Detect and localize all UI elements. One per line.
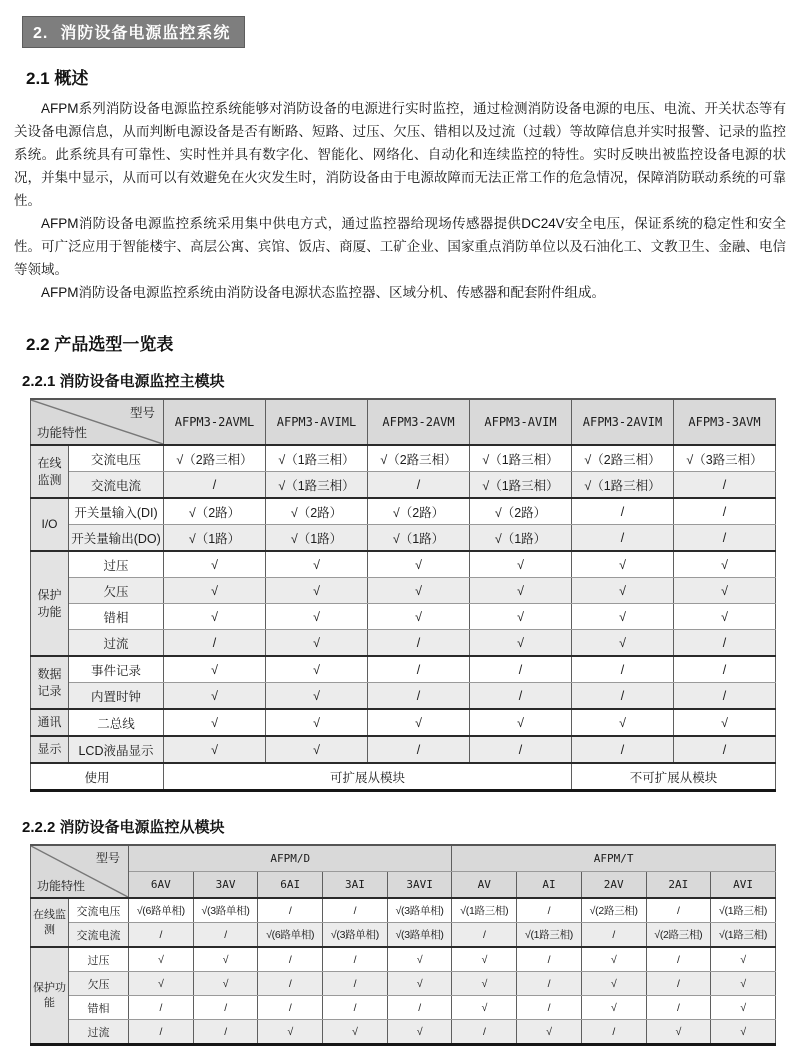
group-cell: I/O (31, 498, 69, 551)
table-row (31, 1020, 776, 1045)
usage-label: 使用 (31, 763, 164, 791)
value-cell: √（1路） (368, 525, 470, 552)
value-cell: √ (164, 736, 266, 763)
group-cell: 通讯 (31, 709, 69, 736)
table-row (31, 709, 776, 736)
model-header: AFPM3-AVIM (470, 399, 572, 445)
value-cell: √（2路） (368, 498, 470, 525)
value-cell: √(3路单相) (387, 898, 452, 923)
model-header: AFPM3-AVIML (266, 399, 368, 445)
value-cell: √ (452, 996, 517, 1020)
model-header: AFPM3-3AVM (674, 399, 776, 445)
value-cell: √ (572, 709, 674, 736)
value-cell: √ (387, 1020, 452, 1045)
feature-cell: 欠压 (69, 972, 129, 996)
table-row (31, 630, 776, 657)
group-cell: 显示 (31, 736, 69, 763)
value-cell: / (193, 1020, 258, 1045)
overview-heading: 2.1 概述 (26, 69, 89, 88)
model-header-row (31, 872, 776, 899)
value-cell: √ (470, 578, 572, 604)
value-cell: √（1路） (266, 525, 368, 552)
value-cell: √ (581, 996, 646, 1020)
value-cell: √ (711, 996, 776, 1020)
feature-cell: 交流电流 (69, 923, 129, 948)
value-cell: √（1路三相） (470, 445, 572, 472)
value-cell: √(2路三相) (646, 923, 711, 948)
feature-cell: 二总线 (69, 709, 164, 736)
model-header: AFPM3-2AVML (164, 399, 266, 445)
value-cell: √（1路三相） (470, 472, 572, 499)
value-cell: √ (581, 972, 646, 996)
table-row (31, 551, 776, 578)
value-cell: / (470, 683, 572, 710)
value-cell: √ (266, 604, 368, 630)
model-header: 3AV (193, 872, 258, 899)
feature-cell: 开关量输入(DI) (69, 498, 164, 525)
value-cell: / (674, 683, 776, 710)
model-header: AFPM3-2AVIM (572, 399, 674, 445)
value-cell: / (164, 630, 266, 657)
series-header-row (31, 845, 776, 872)
value-cell: / (368, 656, 470, 683)
overview-body (14, 97, 786, 304)
value-cell: / (258, 996, 323, 1020)
value-cell: √ (572, 630, 674, 657)
main-module-table (30, 398, 776, 792)
value-cell: / (517, 972, 582, 996)
feature-cell: 过流 (69, 630, 164, 657)
value-cell: √ (470, 709, 572, 736)
table-row (31, 736, 776, 763)
value-cell: √ (572, 551, 674, 578)
value-cell: √ (470, 551, 572, 578)
overview-paragraph-1: AFPM系列消防设备电源监控系统能够对消防设备的电源进行实时监控，通过检测消防设备电源的电压、电流、开关状态等有关设备电源信息，从而判断电源设备是否有断路、短路、过压、欠压、错相以及过流（过载）等故障信息并实时报警、记录的监控系统。此系统具有可靠性、实时性并具有数字化、智能化、网络化、自动化和连续监控的特性。实时反映出被监控设备电源的状况，并集中显示，从而可以有效避免在火灾发生时，消防设备由于电源故障而无法正常工作的危急情况，保障消防联动系统的可靠性。 (14, 101, 786, 208)
series-group-header: AFPM/D (129, 845, 452, 872)
table-row (31, 972, 776, 996)
value-cell: √ (368, 709, 470, 736)
group-cell: 在线监测 (31, 445, 69, 498)
model-header: AI (517, 872, 582, 899)
value-cell: √ (266, 709, 368, 736)
value-cell: √ (674, 551, 776, 578)
value-cell: / (323, 898, 388, 923)
value-cell: √ (368, 604, 470, 630)
value-cell: √（3路三相） (674, 445, 776, 472)
value-cell: √(1路三相) (452, 898, 517, 923)
value-cell: / (368, 736, 470, 763)
value-cell: √ (164, 709, 266, 736)
value-cell: √ (368, 551, 470, 578)
value-cell: √ (164, 604, 266, 630)
model-header: AV (452, 872, 517, 899)
value-cell: √（1路三相） (266, 445, 368, 472)
value-cell: √（2路三相） (572, 445, 674, 472)
value-cell: / (572, 498, 674, 525)
value-cell: / (323, 947, 388, 972)
feature-cell: 交流电压 (69, 445, 164, 472)
value-cell: / (129, 996, 194, 1020)
slave-module-table (30, 844, 776, 1046)
value-cell: / (323, 972, 388, 996)
value-cell: / (129, 1020, 194, 1045)
value-cell: √ (323, 1020, 388, 1045)
table-row (31, 923, 776, 948)
model-header: 3AVI (387, 872, 452, 899)
value-cell: / (572, 525, 674, 552)
value-cell: √（2路） (164, 498, 266, 525)
value-cell: √ (711, 1020, 776, 1045)
section-2-title-bar (22, 16, 245, 48)
feature-cell: 过流 (69, 1020, 129, 1045)
value-cell: √(3路单相) (323, 923, 388, 948)
value-cell: √ (470, 604, 572, 630)
value-cell: √ (674, 578, 776, 604)
value-cell: √（1路三相） (266, 472, 368, 499)
value-cell: / (581, 1020, 646, 1045)
value-cell: √ (452, 947, 517, 972)
value-cell: √ (674, 604, 776, 630)
value-cell: √（2路三相） (368, 445, 470, 472)
value-cell: √ (646, 1020, 711, 1045)
overview-paragraph-2: AFPM消防设备电源监控系统采用集中供电方式，通过监控器给现场传感器提供DC24V安全电压，保证系统的稳定性和安全性。可广泛应用于智能楼宇、高层公寓、宾馆、饭店、商厦、工矿企业、国家重点消防单位以及石油化工、文教卫生、金融、电信等领域。 (14, 216, 786, 277)
feature-cell: 过压 (69, 551, 164, 578)
table-row (31, 578, 776, 604)
slave-module-heading: 2.2.2 消防设备电源监控从模块 (22, 819, 225, 836)
value-cell: / (164, 472, 266, 499)
table-row (31, 604, 776, 630)
value-cell: √（2路） (470, 498, 572, 525)
main-module-heading: 2.2.1 消防设备电源监控主模块 (22, 373, 225, 390)
model-header-row (31, 399, 776, 445)
value-cell: √（1路三相） (572, 472, 674, 499)
model-header: 2AI (646, 872, 711, 899)
value-cell: / (674, 525, 776, 552)
value-cell: √ (193, 972, 258, 996)
value-cell: / (517, 947, 582, 972)
corner-feature-label: 功能特性 (37, 879, 86, 893)
value-cell: / (193, 923, 258, 948)
table-row (31, 996, 776, 1020)
value-cell: √（2路三相） (164, 445, 266, 472)
feature-cell: 错相 (69, 996, 129, 1020)
value-cell: / (129, 923, 194, 948)
value-cell: √ (581, 947, 646, 972)
value-cell: √（2路） (266, 498, 368, 525)
value-cell: √ (711, 972, 776, 996)
value-cell: √ (164, 656, 266, 683)
value-cell: √ (452, 972, 517, 996)
model-header: AVI (711, 872, 776, 899)
group-cell: 在线监测 (31, 898, 69, 947)
value-cell: √(6路单相) (129, 898, 194, 923)
value-cell: √ (266, 578, 368, 604)
value-cell: √（1路） (470, 525, 572, 552)
value-cell: √ (387, 947, 452, 972)
value-cell: / (258, 972, 323, 996)
value-cell: √ (572, 604, 674, 630)
value-cell: / (572, 683, 674, 710)
corner-model-label: 型号 (95, 851, 120, 865)
value-cell: / (646, 947, 711, 972)
model-header: 6AV (129, 872, 194, 899)
value-cell: √ (387, 972, 452, 996)
value-cell: / (368, 683, 470, 710)
value-cell: / (646, 996, 711, 1020)
value-cell: / (572, 656, 674, 683)
value-cell: √ (129, 972, 194, 996)
group-cell: 数据记录 (31, 656, 69, 709)
value-cell: / (581, 923, 646, 948)
table-row (31, 898, 776, 923)
value-cell: √ (193, 947, 258, 972)
table-row (31, 498, 776, 525)
value-cell: / (323, 996, 388, 1020)
value-cell: √ (258, 1020, 323, 1045)
value-cell: / (517, 898, 582, 923)
value-cell: √ (266, 656, 368, 683)
value-cell: √ (674, 709, 776, 736)
value-cell: √（1路） (164, 525, 266, 552)
value-cell: / (368, 472, 470, 499)
feature-cell: 交流电流 (69, 472, 164, 499)
value-cell: / (674, 630, 776, 657)
corner-feature-label: 功能特性 (37, 426, 88, 440)
table-row (31, 656, 776, 683)
value-cell: √ (164, 551, 266, 578)
value-cell: / (258, 898, 323, 923)
value-cell: √ (517, 1020, 582, 1045)
model-header: 3AI (323, 872, 388, 899)
value-cell: √ (164, 683, 266, 710)
feature-cell: 交流电压 (69, 898, 129, 923)
value-cell: / (674, 736, 776, 763)
model-header: AFPM3-2AVM (368, 399, 470, 445)
table-row (31, 947, 776, 972)
value-cell: / (452, 1020, 517, 1045)
feature-cell: 过压 (69, 947, 129, 972)
value-cell: / (258, 947, 323, 972)
table-row (31, 525, 776, 552)
value-cell: √ (164, 578, 266, 604)
usage-row (31, 763, 776, 791)
model-header: 2AV (581, 872, 646, 899)
section-title-text: 消防设备电源监控系统 (60, 25, 231, 42)
value-cell: √ (572, 578, 674, 604)
model-header: 6AI (258, 872, 323, 899)
value-cell: √ (266, 630, 368, 657)
value-cell: √(6路单相) (258, 923, 323, 948)
value-cell: √(2路三相) (581, 898, 646, 923)
value-cell: / (674, 498, 776, 525)
value-cell: √ (266, 551, 368, 578)
value-cell: √ (470, 630, 572, 657)
table-row (31, 472, 776, 499)
value-cell: √(3路单相) (193, 898, 258, 923)
value-cell: / (193, 996, 258, 1020)
value-cell: / (470, 656, 572, 683)
value-cell: / (674, 656, 776, 683)
table-row (31, 445, 776, 472)
value-cell: √ (266, 683, 368, 710)
group-cell: 保护功能 (31, 947, 69, 1045)
value-cell: / (674, 472, 776, 499)
value-cell: / (572, 736, 674, 763)
feature-cell: 内置时钟 (69, 683, 164, 710)
value-cell: / (387, 996, 452, 1020)
value-cell: √ (711, 947, 776, 972)
usage-span-cell: 可扩展从模块 (164, 763, 572, 791)
corner-model-label: 型号 (129, 406, 155, 420)
table-row (31, 683, 776, 710)
feature-cell: 开关量输出(DO) (69, 525, 164, 552)
series-group-header: AFPM/T (452, 845, 775, 872)
value-cell: / (452, 923, 517, 948)
value-cell: / (368, 630, 470, 657)
value-cell: / (646, 898, 711, 923)
value-cell: √ (129, 947, 194, 972)
usage-span-cell: 不可扩展从模块 (572, 763, 776, 791)
section-number: 2. (33, 25, 49, 42)
corner-header-cell (31, 845, 129, 898)
value-cell: √(3路单相) (387, 923, 452, 948)
group-cell: 保护功能 (31, 551, 69, 656)
value-cell: √(1路三相) (711, 898, 776, 923)
feature-cell: 欠压 (69, 578, 164, 604)
corner-header-cell (31, 399, 164, 445)
value-cell: √ (266, 736, 368, 763)
value-cell: √ (368, 578, 470, 604)
value-cell: √(1路三相) (711, 923, 776, 948)
value-cell: / (517, 996, 582, 1020)
value-cell: √(1路三相) (517, 923, 582, 948)
feature-cell: 事件记录 (69, 656, 164, 683)
value-cell: / (646, 972, 711, 996)
overview-paragraph-3: AFPM消防设备电源监控系统由消防设备电源状态监控器、区域分机、传感器和配套附件组成。 (41, 285, 605, 300)
feature-cell: 错相 (69, 604, 164, 630)
value-cell: / (470, 736, 572, 763)
feature-cell: LCD液晶显示 (69, 736, 164, 763)
selection-heading: 2.2 产品选型一览表 (26, 335, 174, 354)
